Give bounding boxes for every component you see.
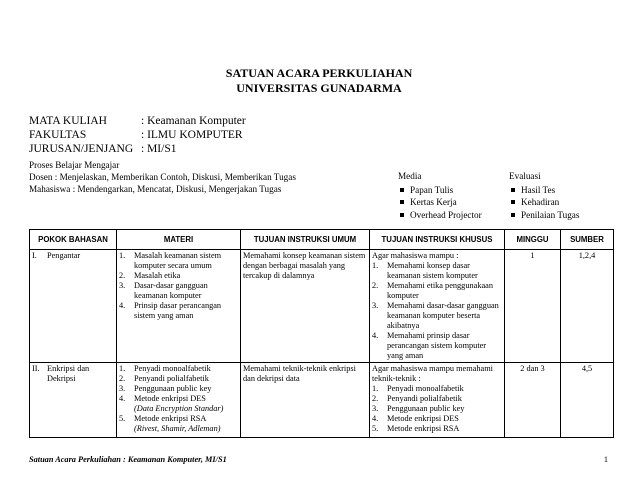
list-number: 3. — [119, 281, 126, 290]
list-number: 3. — [372, 404, 379, 413]
list-text: Penyadi monoalfabetik — [387, 384, 464, 393]
media-item: Papan Tulis — [398, 184, 482, 197]
list-text: Memahami dasar-dasar gangguan keamanan komputer beserta akibatnya — [387, 301, 499, 330]
list-text: Penyandi polialfabetik — [134, 374, 209, 383]
pokok-text: Enkripsi dan Dekripsi — [47, 364, 90, 383]
list-number: 1. — [372, 261, 379, 270]
list-text: Metode enkripsi DES — [134, 394, 206, 403]
info-value-faculty: : ILMU KOMPUTER — [141, 129, 243, 141]
list-text: (Rivest, Shamir, Adleman) — [134, 424, 221, 433]
tik-intro: Agar mahasiswa mampu : — [372, 251, 459, 260]
info-value-major: : MI/S1 — [141, 143, 177, 155]
pokok-number: I. — [32, 251, 37, 260]
table-row — [30, 250, 614, 363]
evaluasi-heading: Evaluasi — [509, 171, 541, 181]
list-number: 1. — [119, 364, 126, 373]
list-text: Masalah keamanan sistem komputer secara umum — [134, 251, 222, 270]
info-value-course: : Keamanan Komputer — [141, 115, 246, 127]
minggu-cell: 1 — [505, 250, 561, 363]
list-number: 4. — [119, 394, 126, 403]
column-header: TUJUAN INSTRUKSI UMUM — [241, 230, 370, 250]
column-header: SUMBER — [561, 230, 614, 250]
list-number: 2. — [372, 281, 379, 290]
list-text: Memahami prinsip dasar perancangan sistem komputer yang aman — [387, 331, 487, 360]
list-text: Metode enkripsi RSA — [387, 424, 460, 433]
pokok-text: Pengantar — [47, 251, 81, 260]
list-number: 3. — [372, 301, 379, 310]
minggu-cell: 2 dan 3 — [505, 363, 561, 438]
info-label-faculty: FAKULTAS — [29, 129, 87, 141]
tik-cell — [370, 363, 505, 438]
evaluasi-section — [509, 171, 579, 221]
list-text: Metode enkripsi RSA — [134, 414, 207, 423]
list-text: Penyadi monoalfabetik — [134, 364, 211, 373]
evaluasi-item: Kehadiran — [509, 196, 579, 209]
process-heading: Proses Belajar Mengajar — [29, 160, 120, 170]
list-number: 4. — [372, 331, 379, 340]
list-number: 4. — [372, 414, 379, 423]
column-header: MINGGU — [505, 230, 561, 250]
pokok-cell — [30, 250, 117, 363]
document-title: SATUAN ACARA PERKULIAHAN — [225, 66, 413, 80]
list-text: Penggunaan public key — [387, 404, 465, 413]
list-text: Memahami konsep dasar keamanan sistem komputer — [387, 261, 478, 280]
list-text: Memahami etika penggunakaan komputer — [387, 281, 493, 300]
column-header: TUJUAN INSTRUKSI KHUSUS — [370, 230, 505, 250]
media-heading: Media — [398, 171, 422, 181]
evaluasi-item: Penilaian Tugas — [509, 209, 579, 222]
list-text: Prinsip dasar perancangan sistem yang aman — [134, 301, 222, 320]
info-label-major: JURUSAN/JENJANG — [29, 143, 134, 155]
page-footer: Satuan Acara Perkuliahan : Keamanan Komputer, MI/S1 — [29, 455, 227, 464]
list-number: 1. — [119, 251, 126, 260]
list-number: 5. — [372, 424, 379, 433]
list-number: 2. — [119, 374, 126, 383]
list-number: 1. — [372, 384, 379, 393]
media-item: Kertas Kerja — [398, 196, 482, 209]
list-number: 5. — [119, 414, 126, 423]
list-text: Metode enkripsi DES — [387, 414, 459, 423]
tiu-cell: Memahami konsep keamanan sistem dengan berbagai masalah yang tercakup di dalamnya — [241, 250, 370, 363]
column-header: POKOK BAHASAN — [30, 230, 117, 250]
course-plan-table — [29, 229, 614, 438]
sumber-cell: 1,2,4 — [561, 250, 614, 363]
university-name: UNIVERSITAS GUNADARMA — [236, 81, 402, 95]
pokok-number: II. — [32, 364, 40, 373]
list-number: 4. — [119, 301, 126, 310]
process-mahasiswa: Mahasiswa : Mendengarkan, Mencatat, Diskusi, Mengerjakan Tugas — [29, 184, 282, 194]
list-number — [119, 424, 134, 434]
list-number: 3. — [119, 384, 126, 393]
page-number: 1 — [603, 455, 608, 464]
info-label-course: MATA KULIAH — [29, 115, 107, 127]
pokok-cell — [30, 363, 117, 438]
media-item: Overhead Projector — [398, 209, 482, 222]
list-text: Dasar-dasar gangguan keamanan komputer — [134, 281, 208, 300]
tik-intro: Agar mahasiswa mampu memahami teknik-teknik : — [372, 364, 493, 383]
materi-cell — [117, 363, 241, 438]
tiu-cell: Memahami teknik-teknik enkripsi dan dekripsi data — [241, 363, 370, 438]
list-text: Penggunaan public key — [134, 384, 212, 393]
process-dosen: Dosen : Menjelaskan, Memberikan Contoh, Diskusi, Memberikan Tugas — [29, 172, 296, 182]
list-number: 2. — [119, 271, 126, 280]
evaluasi-item: Hasil Tes — [509, 184, 579, 197]
tik-cell — [370, 250, 505, 363]
table-row — [30, 363, 614, 438]
list-number — [119, 404, 134, 414]
column-header: MATERI — [117, 230, 241, 250]
materi-cell — [117, 250, 241, 363]
media-section — [398, 171, 482, 221]
list-text: Penyandi polialfabetik — [387, 394, 462, 403]
table-header-row — [30, 230, 614, 250]
list-number: 2. — [372, 394, 379, 403]
list-text: Masalah etika — [134, 271, 181, 280]
sumber-cell: 4,5 — [561, 363, 614, 438]
list-text: (Data Encryption Standar) — [134, 404, 224, 413]
